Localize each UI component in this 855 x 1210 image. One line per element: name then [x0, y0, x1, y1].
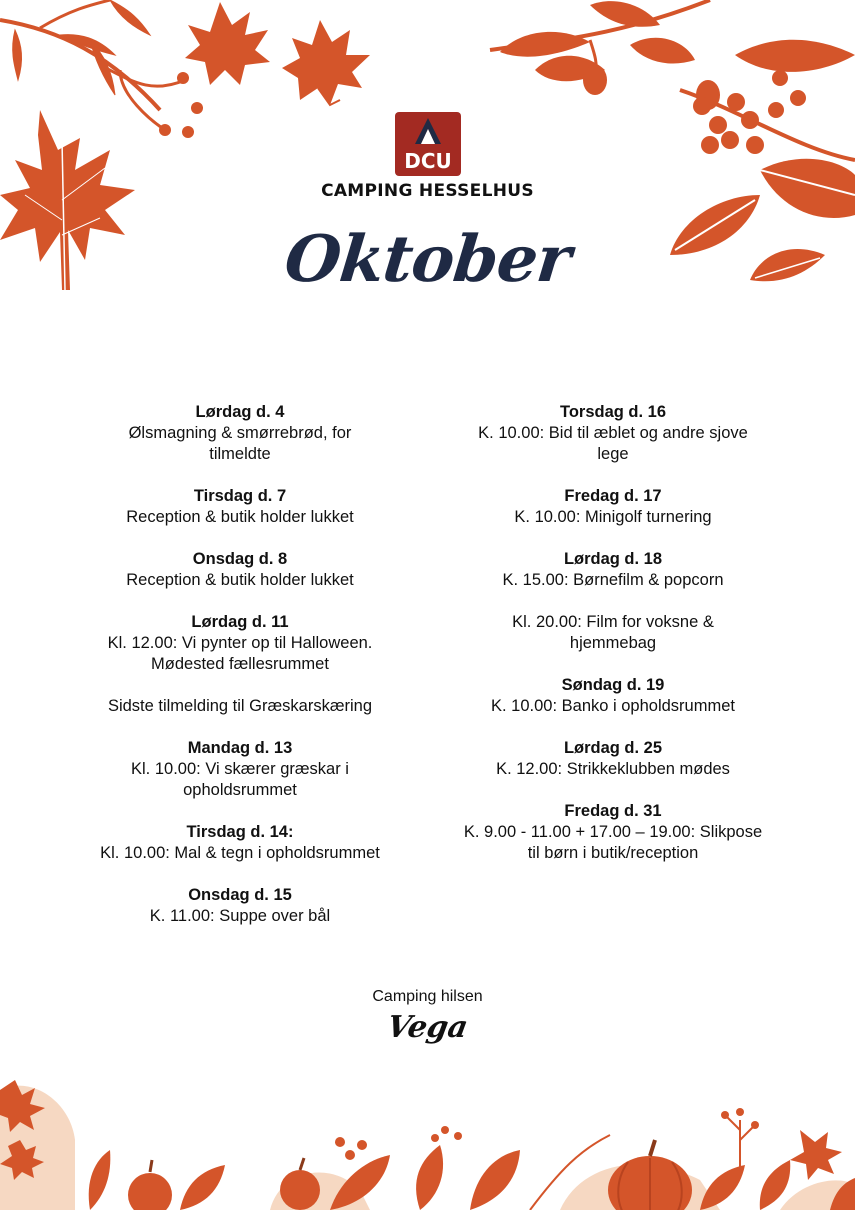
event-text: K. 12.00: Strikkeklubben mødes	[496, 760, 730, 778]
event-item	[75, 738, 405, 801]
event-item	[75, 612, 405, 717]
event-text: Kl. 10.00: Vi skærer græskar i	[131, 760, 349, 778]
dcu-logo-icon	[395, 112, 461, 176]
event-date: Lørdag d. 18	[563, 550, 663, 568]
event-text: Reception & butik holder lukket	[126, 508, 354, 526]
logo-block	[0, 112, 855, 201]
event-text: Ølsmagning & smørrebrød, for	[128, 424, 352, 442]
event-text: til børn i butik/reception	[527, 844, 699, 862]
event-text: K. 10.00: Bid til æblet og andre sjove	[478, 424, 748, 442]
event-text: Kl. 12.00: Vi pynter op til Halloween.	[107, 634, 373, 652]
event-text: K. 11.00: Suppe over bål	[149, 907, 331, 925]
page-title: Oktober	[281, 222, 574, 297]
event-date: Tirsdag d. 7	[193, 487, 287, 505]
event-date: Lørdag d. 11	[191, 613, 289, 631]
event-note: hjemmebag	[569, 634, 657, 652]
left-schedule-column	[75, 402, 405, 948]
bottom-autumn-border	[0, 1060, 855, 1210]
event-text: K. 10.00: Minigolf turnering	[514, 508, 712, 526]
event-item	[75, 549, 405, 591]
event-date: Tirsdag d. 14:	[186, 823, 294, 841]
event-date: Fredag d. 31	[564, 802, 662, 820]
event-item	[448, 801, 778, 864]
event-date: Fredag d. 17	[564, 487, 662, 505]
event-text: K. 10.00: Banko i opholdsrummet	[491, 697, 735, 715]
event-date: Søndag d. 19	[561, 676, 665, 694]
event-text: Mødested fællesrummet	[151, 655, 329, 673]
event-text: tilmeldte	[209, 445, 271, 463]
event-text: lege	[597, 445, 629, 463]
event-item	[448, 675, 778, 717]
signature: Vega	[384, 1010, 471, 1045]
event-item	[75, 486, 405, 528]
brand-name: CAMPING HESSELHUS	[321, 181, 534, 201]
logo-text: DCU	[403, 149, 452, 173]
event-item	[448, 402, 778, 465]
event-date: Lørdag d. 4	[195, 403, 285, 421]
event-text: K. 15.00: Børnefilm & popcorn	[502, 571, 724, 589]
event-item	[75, 402, 405, 465]
event-text: K. 9.00 - 11.00 + 17.00 – 19.00: Slikpose	[463, 823, 763, 841]
event-date: Onsdag d. 15	[188, 886, 292, 904]
event-note: Kl. 20.00: Film for voksne &	[512, 613, 714, 631]
event-date: Torsdag d. 16	[559, 403, 667, 421]
event-item	[75, 885, 405, 927]
event-note: Sidste tilmelding til Græskarskæring	[107, 697, 373, 715]
event-item	[75, 822, 405, 864]
event-date: Mandag d. 13	[187, 739, 293, 757]
greeting-text: Camping hilsen	[372, 988, 483, 1005]
right-schedule-column	[448, 402, 778, 885]
event-text: opholdsrummet	[183, 781, 297, 799]
event-text: Reception & butik holder lukket	[126, 571, 354, 589]
event-text: Kl. 10.00: Mal & tegn i opholdsrummet	[100, 844, 380, 862]
event-item	[448, 738, 778, 780]
event-date: Onsdag d. 8	[192, 550, 288, 568]
event-item	[448, 549, 778, 654]
event-item	[448, 486, 778, 528]
event-date: Lørdag d. 25	[563, 739, 663, 757]
